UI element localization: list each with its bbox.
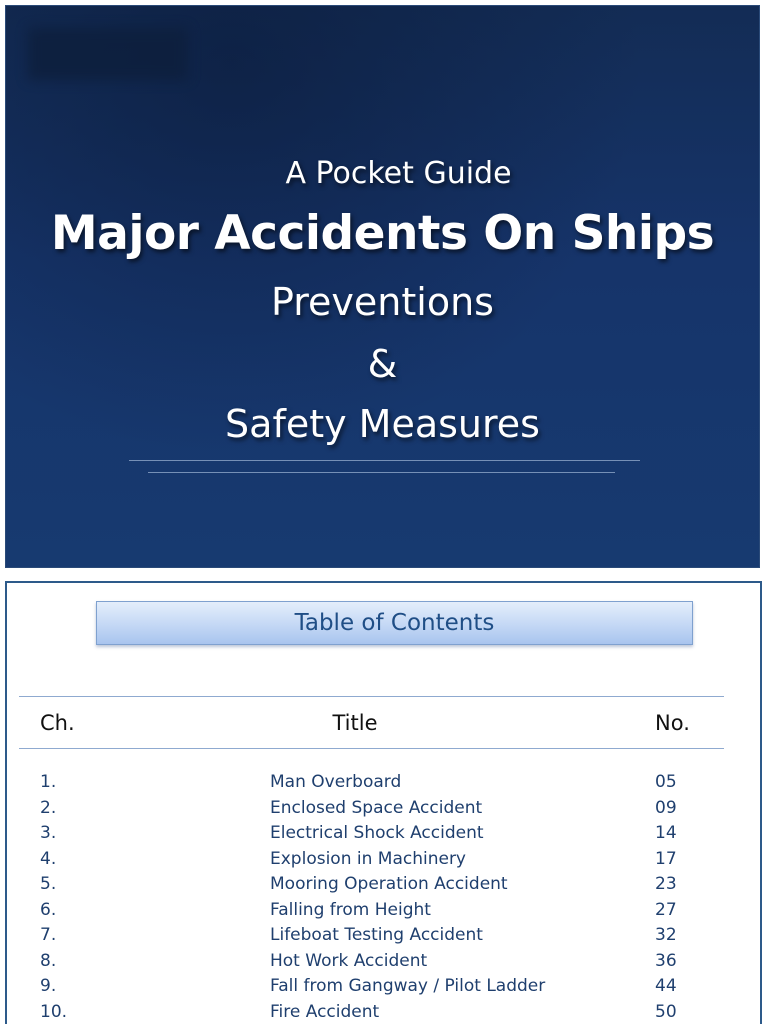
- toc-row-title: Mooring Operation Accident: [270, 874, 508, 894]
- toc-row: [7, 770, 760, 796]
- column-header-title: Title: [332, 711, 378, 735]
- toc-row-title: Hot Work Accident: [270, 950, 428, 971]
- toc-heading: Table of Contents: [96, 601, 693, 645]
- toc-row-page: 05: [655, 772, 677, 792]
- toc-list: [7, 770, 760, 1024]
- column-header-no: No.: [655, 711, 690, 735]
- toc-row-page: 36: [655, 950, 677, 971]
- toc-row-title: Fall from Gangway / Pilot Ladder: [270, 976, 546, 996]
- toc-row-page: 09: [655, 797, 677, 818]
- toc-row-title: Electrical Shock Accident: [270, 823, 484, 843]
- toc-row-chapter: 7.: [40, 925, 57, 945]
- toc-row: [7, 949, 760, 975]
- toc-row: [7, 923, 760, 949]
- toc-row-title: Falling from Height: [270, 899, 431, 920]
- column-header-title-wrap: [7, 711, 733, 735]
- toc-row-chapter: 9.: [40, 976, 57, 996]
- cover-slide: [5, 5, 760, 568]
- toc-row-chapter: 10.: [40, 1001, 68, 1022]
- toc-row-chapter: 8.: [40, 950, 57, 971]
- cover-divider-upper: [129, 460, 640, 461]
- column-header-ch: Ch.: [40, 711, 75, 735]
- toc-row: [7, 974, 760, 1000]
- toc-row-chapter: 5.: [40, 874, 57, 894]
- toc-row-page: 50: [655, 1001, 677, 1022]
- toc-row-page: 32: [655, 925, 677, 945]
- cover-ampersand: &: [367, 342, 398, 386]
- toc-row: [7, 821, 760, 847]
- cover-subtitle-preventions: Preventions: [271, 280, 494, 324]
- cover-kicker: A Pocket Guide: [285, 156, 512, 191]
- toc-row-page: 27: [655, 899, 677, 920]
- toc-row: [7, 847, 760, 873]
- toc-row: [7, 898, 760, 924]
- toc-row-chapter: 1.: [40, 772, 57, 792]
- toc-row-title: Fire Accident: [270, 1001, 380, 1022]
- toc-slide: [5, 581, 762, 1024]
- blurred-logo: [28, 28, 188, 80]
- cover-subtitle-safety: Safety Measures: [225, 402, 540, 446]
- cover-title: Major Accidents On Ships: [50, 206, 715, 261]
- toc-row-page: 14: [655, 823, 677, 843]
- toc-header-rule-top: [19, 696, 724, 697]
- toc-row-title: Man Overboard: [270, 772, 402, 792]
- toc-row-page: 44: [655, 976, 677, 996]
- toc-header-rule-bottom: [19, 748, 724, 749]
- toc-row: [7, 796, 760, 822]
- toc-row-title: Explosion in Machinery: [270, 848, 466, 869]
- toc-row-chapter: 2.: [40, 797, 57, 818]
- toc-row: [7, 1000, 760, 1024]
- toc-row-page: 23: [655, 874, 677, 894]
- toc-row-title: Enclosed Space Accident: [270, 797, 483, 818]
- toc-row: [7, 872, 760, 898]
- toc-row-chapter: 6.: [40, 899, 57, 920]
- toc-row-title: Lifeboat Testing Accident: [270, 925, 483, 945]
- toc-row-chapter: 4.: [40, 848, 57, 869]
- toc-row-chapter: 3.: [40, 823, 57, 843]
- toc-row-page: 17: [655, 848, 677, 869]
- cover-divider-lower: [148, 472, 615, 473]
